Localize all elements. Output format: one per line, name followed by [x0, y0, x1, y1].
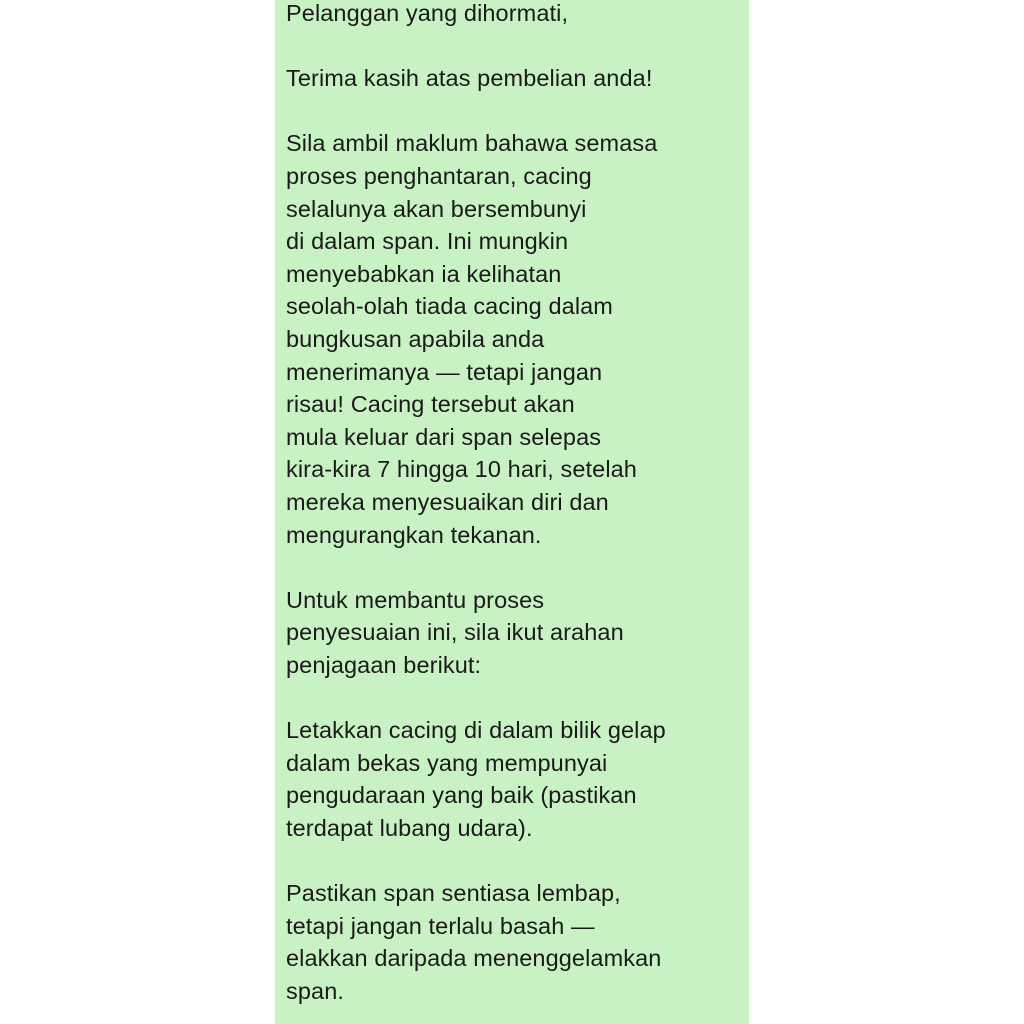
message-line: bungkusan apabila anda [286, 325, 545, 352]
message-line: menerimanya — tetapi jangan [286, 358, 603, 385]
message-bubble[interactable] [275, 0, 749, 1024]
message-line: risau! Cacing tersebut akan [286, 391, 575, 418]
message-line: penjagaan berikut: [286, 651, 482, 678]
paragraph-gap [286, 30, 749, 63]
paragraph-gap [286, 551, 749, 584]
message-line: mereka menyesuaikan diri dan [286, 488, 609, 515]
message-line: elakkan daripada menenggelamkan [286, 945, 662, 972]
message-line: dalam bekas yang mempunyai [286, 749, 608, 776]
message-line: di dalam span. Ini mungkin [286, 228, 569, 255]
message-line: Pastikan span sentiasa lembap, [286, 880, 621, 907]
paragraph-gap [286, 844, 749, 877]
message-text [286, 0, 749, 1007]
paragraph-gap [286, 681, 749, 714]
message-line: selalunya akan bersembunyi [286, 195, 587, 222]
message-line: Terima kasih atas pembelian anda! [286, 65, 653, 92]
message-line: tetapi jangan terlalu basah — [286, 912, 595, 939]
message-line: pengudaraan yang baik (pastikan [286, 782, 637, 809]
message-line: span. [286, 977, 344, 1004]
message-line: mengurangkan tekanan. [286, 521, 542, 548]
message-line: Sila ambil maklum bahawa semasa [286, 130, 658, 157]
message-line: mula keluar dari span selepas [286, 423, 602, 450]
message-line: Letakkan cacing di dalam bilik gelap [286, 717, 666, 744]
message-line: menyebabkan ia kelihatan [286, 260, 562, 287]
message-line: Pelanggan yang dihormati, [286, 0, 569, 26]
message-line: kira-kira 7 hingga 10 hari, setelah [286, 456, 637, 483]
message-line: penyesuaian ini, sila ikut arahan [286, 619, 624, 646]
message-line: Untuk membantu proses [286, 586, 545, 613]
message-line: proses penghantaran, cacing [286, 162, 592, 189]
message-line: terdapat lubang udara). [286, 814, 533, 841]
message-line: seolah-olah tiada cacing dalam [286, 293, 613, 320]
paragraph-gap [286, 95, 749, 128]
